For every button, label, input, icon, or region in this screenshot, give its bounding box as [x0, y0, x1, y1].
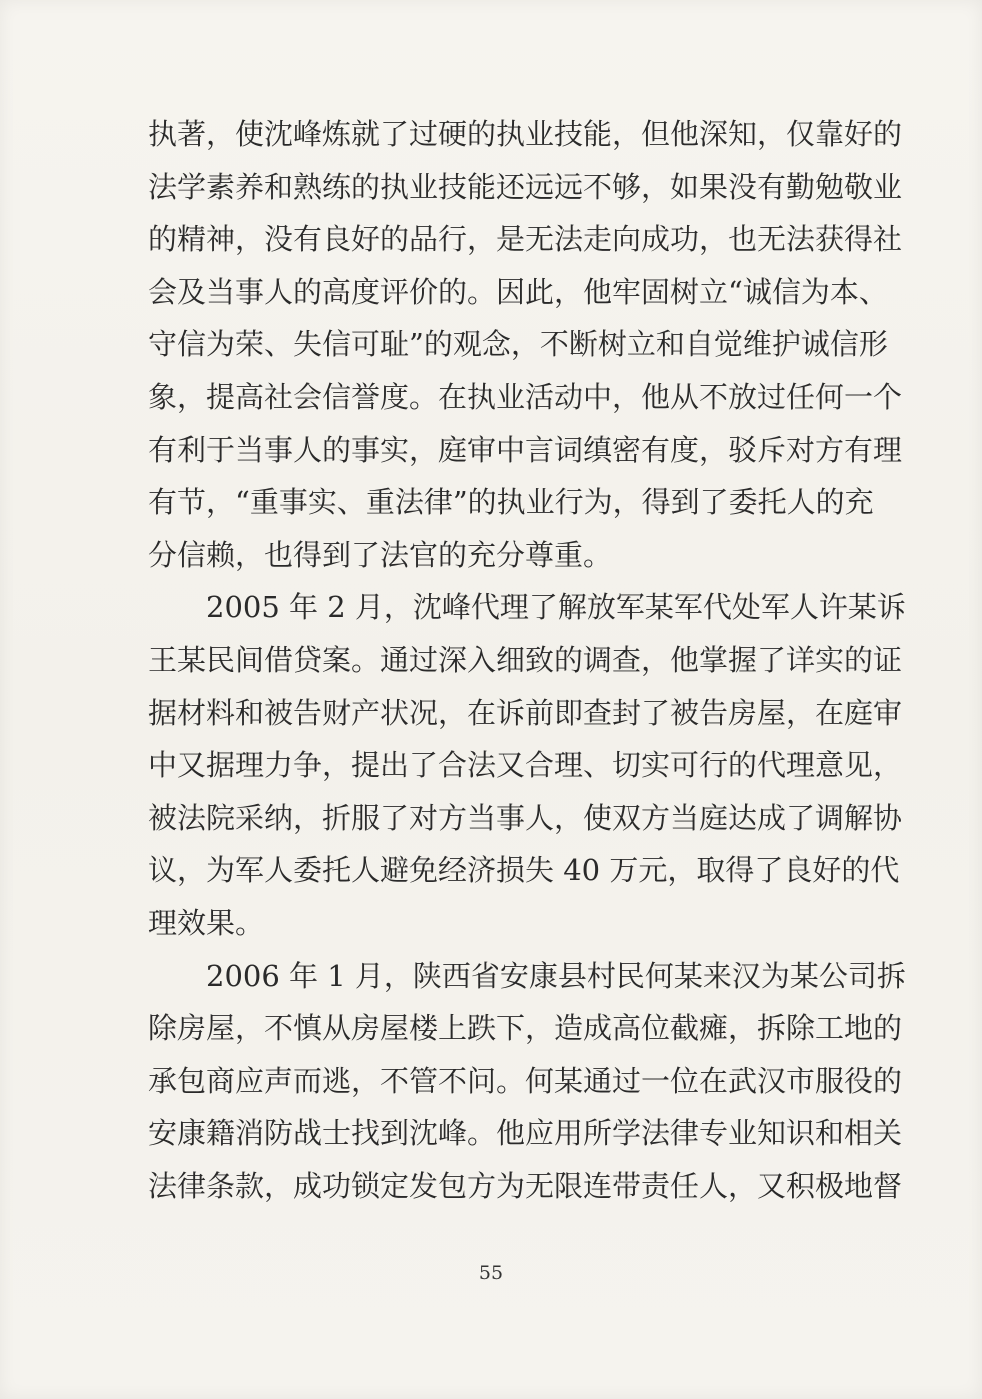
text-line: 据材料和被告财产状况，在诉前即查封了被告房屋，在庭审 — [148, 695, 903, 730]
text-line: 的精神，没有良好的品行，是无法走向成功，也无法获得社 — [148, 222, 903, 257]
paragraph-start-line: 2006 年 1 月，陕西省安康县村民何某来汉为某公司拆 — [206, 958, 906, 993]
text-line: 王某民间借贷案。通过深入细致的调查，他掌握了详实的证 — [148, 642, 903, 677]
text-line: 象，提高社会信誉度。在执业活动中，他从不放过任何一个 — [148, 379, 903, 414]
text-line: 有利于当事人的事实，庭审中言词缜密有度，驳斥对方有理 — [148, 432, 903, 467]
text-line: 有节，“重事实、重法律”的执业行为，得到了委托人的充 — [148, 485, 874, 520]
text-line: 会及当事人的高度评价的。因此，他牢固树立“诚信为本、 — [148, 274, 888, 309]
paragraph-end-line: 分信赖，也得到了法官的充分尊重。 — [148, 537, 613, 572]
text-line: 承包商应声而逃，不管不问。何某通过一位在武汉市服役的 — [148, 1063, 903, 1098]
text-line: 中又据理力争，提出了合法又合理、切实可行的代理意见， — [148, 748, 903, 783]
text-line: 法学素养和熟练的执业技能还远远不够，如果没有勤勉敬业 — [148, 169, 903, 204]
text-line: 执著，使沈峰炼就了过硬的执业技能，但他深知，仅靠好的 — [148, 117, 903, 151]
text-line: 除房屋，不慎从房屋楼上跌下，造成高位截瘫，拆除工地的 — [148, 1011, 903, 1046]
text-line: 安康籍消防战士找到沈峰。他应用所学法律专业知识和相关 — [148, 1116, 903, 1151]
text-line: 法律条款，成功锁定发包方为无限连带责任人，又积极地督 — [148, 1168, 903, 1203]
text-line: 守信为荣、失信可耻”的观念，不断树立和自觉维护诚信形 — [148, 327, 888, 362]
body-text — [148, 108, 906, 1212]
text-line: 议，为军人委托人避免经济损失 40 万元，取得了良好的代 — [148, 853, 900, 888]
page-number: 55 — [478, 1262, 504, 1284]
paragraph-start-line: 2005 年 2 月，沈峰代理了解放军某军代处军人许某诉 — [206, 590, 906, 625]
text-line: 被法院采纳，折服了对方当事人，使双方当庭达成了调解协 — [148, 800, 903, 835]
paragraph-end-line: 理效果。 — [148, 905, 265, 940]
